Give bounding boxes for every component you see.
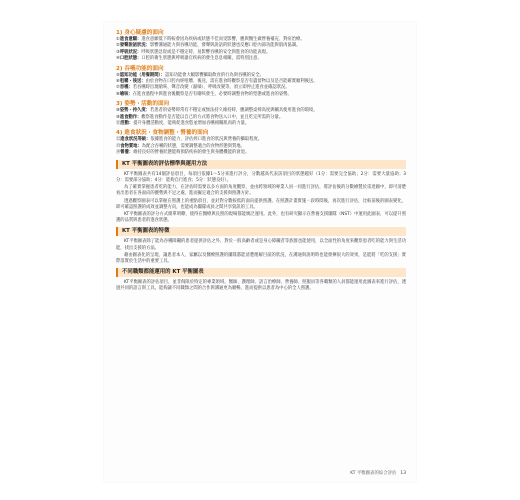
section-header-band — [116, 160, 406, 169]
paragraph: KT平衡圖表共有14個評估項目，每項目依據1～5分來進行評分，分數越高代表該項目的狀態越好（1分：需要完全協助；2分：需要大量協助；3分：需要部分協助；4分：能夠自行進食；5分：狀態良好）。 — [116, 171, 406, 183]
list-item: ⑪活動：提升身體活動度，能夠促進食慾並增加吞嚥相關肌肉的力量。 — [116, 121, 250, 127]
band-title: 不同職類都能運用的 KT 平衡圖表 — [122, 269, 204, 276]
section-physical-mental — [116, 29, 406, 63]
list-item: ③呼吸狀況：呼吸狀態急促或是不穩定時，易影響吞嚥的安全與進食的功能表現。 — [116, 49, 271, 55]
list-item: ⑭營養：維持良好的營養狀態能夠預防疾病的發生與身體機能的衰退。 — [116, 150, 250, 156]
band-title: KT 平衡圖表的評估標準與運用方法 — [122, 160, 208, 167]
paragraph: KT平衡圖表的評估項目，並非侷限於特定的專業領域，醫師、護理師、語言治療師、營養師、照服員等各職類的人員都能運用此圖表來進行評估，透過共同的語言與工具，能夠讓不同職類之間的合作與溝通更為順暢，進而提供以患者為中心的全人照護。 — [116, 280, 406, 292]
list-item: ⑤認知功能（用餐期間）：認知功能會大幅影響攝取飲食的行為與吞嚥的安全。 — [116, 72, 264, 78]
section-nutrition — [116, 129, 406, 156]
section-header-band — [116, 227, 406, 236]
section-posture-activity — [116, 100, 406, 127]
page-number: 13 — [400, 471, 406, 476]
band-title: KT 平衡圖表的特徵 — [122, 228, 170, 235]
paragraph: KT平衡圖表除了能為吞嚥障礙的患者提供評估之外，對於一般高齡者或是身心障礙者等族群也能使用，以全面性的角度來觀察患者吃的能力與生活功能，找出支援的方法。 — [116, 239, 406, 251]
paragraph: 透過觀察圖表可以掌握在照護上的重點項目，並針對分數較低的面向提供照護。在照護計畫實施一段時間後，再次進行評估，比較前後的圖表變化，即可確認照護的成效並調整方向，也能成為團隊成員之間共享資訊的工具。 — [116, 198, 406, 210]
section-header-band — [116, 268, 406, 277]
page-footer — [350, 470, 406, 476]
footer-label: KT 平衡圖表的綜合評估 — [350, 471, 397, 476]
list-item: ⑧嗆咳：在進食過程中與進食後觀察是否有嗆咳發生，必要時調整食物的型態或進食的姿勢。 — [116, 91, 292, 97]
page-content — [116, 28, 406, 294]
list-item: ⑩進食動作：觀察進食動作是否能以自己的方式將食物送入口中，並且吃完所需的分量。 — [116, 114, 284, 120]
list-item: ⑥咀嚼・後送：由於食物在口腔內經咀嚼、後送，需在進食時觀察是否有遺留物以及是否能確實順利後送。 — [116, 79, 318, 85]
list-item: ④口腔狀態：口腔的衛生狀態與呼吸器官疾病的發生息息相關，需特別注意。 — [116, 56, 262, 62]
paragraph: KT平衡圖表的評分方式簡單明瞭，使得在醫療與長照的現場都能廣泛運用。此外，也有研究顯示在營養支援團隊（NST）中運用此圖表，可以提升照護的品質與患者的進食狀態。 — [116, 211, 406, 224]
list-item: ⑬食物質地：為配合吞嚥的狀態，需要調整適合的食物形態與質地。 — [116, 143, 245, 149]
section-title: 1) 身心疑慮的面向 — [116, 30, 164, 36]
section-swallowing — [116, 65, 406, 99]
paragraph: 藉由圖表化的呈現，讓患者本人、家屬以及醫療照護的團隊都能清楚理解目前的狀況，在溝通與說明時也能發揮很大的效果，是能將「吃的支援」實際落實於生活中的重要工具。 — [116, 252, 406, 264]
list-item: ⑦吞嚥：若吞嚥時出現嗆咳、聲音改變（濕嗓）、呼吸改變等，須立即停止進食並確認狀況。 — [116, 85, 290, 91]
section-title: 4) 進食狀況・食物調整・營養的面向 — [116, 130, 209, 137]
list-item: ⑫進食狀況等級：依據進食的能力，評估經口進食的狀況與營養的攝取程度。 — [116, 137, 263, 143]
list-item: ①進食意願：進食意願低下時較會因為疾病或狀態不佳而受影響，應與醫生做營養補充、對症治療。 — [116, 37, 305, 42]
document-page — [104, 22, 416, 482]
list-item: ②發聲說話狀況：影響溝通能力與吞嚥功能，發聲與說話的狀態也反應口腔內部功能與肌肉協調。 — [116, 43, 301, 49]
paragraph: 為了確實掌握患者吃的能力，在評估時需要以多方面的角度觀察，並由跨領域的專業人員一同進行評估，將評估後的分數繪製於雷達圖中，即可清楚看出患者在各面向的優勢與不足之處，進而擬定適合的支援與照護方針。 — [116, 185, 406, 197]
section-title: 3) 姿勢・活動的面向 — [116, 101, 170, 108]
section-title: 2) 吞嚥功能的面向 — [116, 65, 164, 72]
list-item: ⑨姿勢・持久度：若患者的姿勢時常有不穩定或無法持久維持時，應調整桌椅高度與輔具使用進食的環境。 — [116, 108, 318, 114]
